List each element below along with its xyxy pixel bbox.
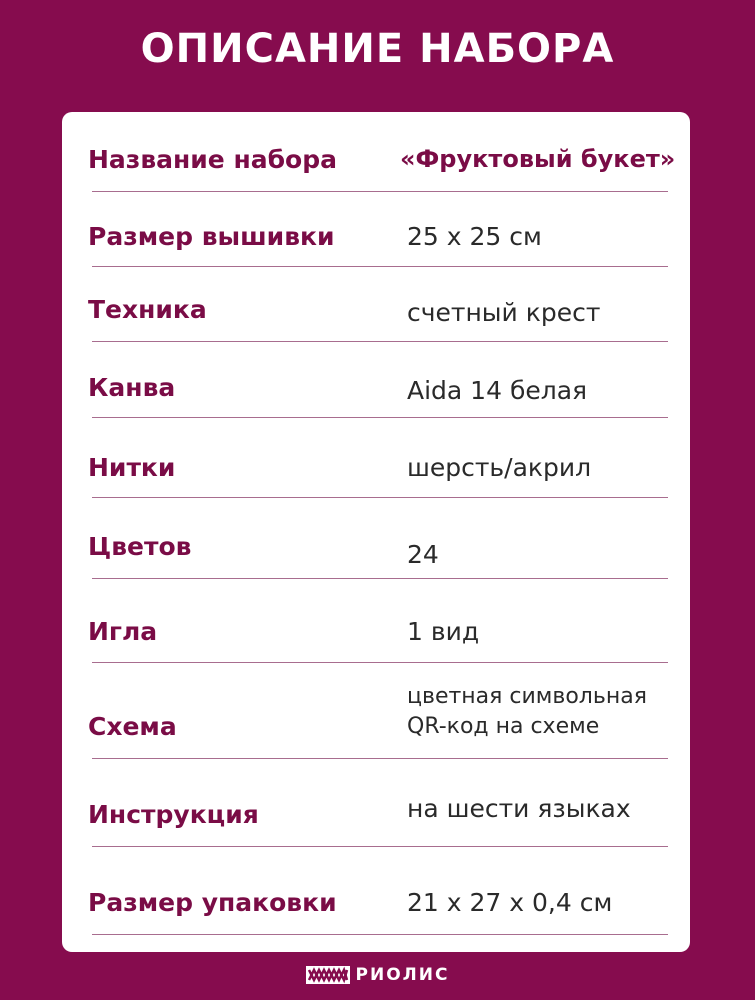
spec-label: Название набора xyxy=(88,145,337,174)
spec-value: 24 xyxy=(407,540,439,569)
brand-footer xyxy=(0,962,755,988)
spec-label: Техника xyxy=(88,295,207,324)
spec-card xyxy=(62,112,690,952)
divider xyxy=(92,758,668,759)
brand-name: РИОЛИС xyxy=(355,965,450,985)
spec-value-line2: QR-код на схеме xyxy=(407,714,600,739)
spec-value: на шести языках xyxy=(407,794,631,823)
spec-value: «Фруктовый букет» xyxy=(400,145,676,173)
spec-label: Канва xyxy=(88,373,176,402)
divider xyxy=(92,497,668,498)
spec-value-line1: цветная символьная xyxy=(407,684,647,709)
spec-value: Aida 14 белая xyxy=(407,376,588,405)
divider xyxy=(92,191,668,192)
divider xyxy=(92,341,668,342)
spec-label: Игла xyxy=(88,617,158,646)
page-title: ОПИСАНИЕ НАБОРА xyxy=(140,26,615,72)
spec-value: 1 вид xyxy=(407,617,480,646)
divider xyxy=(92,578,668,579)
spec-value: счетный крест xyxy=(407,298,601,327)
riolis-logo-icon xyxy=(306,966,350,984)
divider xyxy=(92,662,668,663)
spec-label: Размер вышивки xyxy=(88,222,335,251)
spec-label: Размер упаковки xyxy=(88,888,337,917)
spec-label: Инструкция xyxy=(88,800,259,829)
spec-value: 25 х 25 см xyxy=(407,222,542,251)
divider xyxy=(92,266,668,267)
spec-value: 21 х 27 х 0,4 см xyxy=(407,888,613,917)
divider xyxy=(92,417,668,418)
spec-label: Схема xyxy=(88,712,177,741)
divider xyxy=(92,934,668,935)
spec-value: шерсть/акрил xyxy=(407,453,592,482)
spec-label: Нитки xyxy=(88,453,176,482)
spec-label: Цветов xyxy=(88,532,192,561)
divider xyxy=(92,846,668,847)
